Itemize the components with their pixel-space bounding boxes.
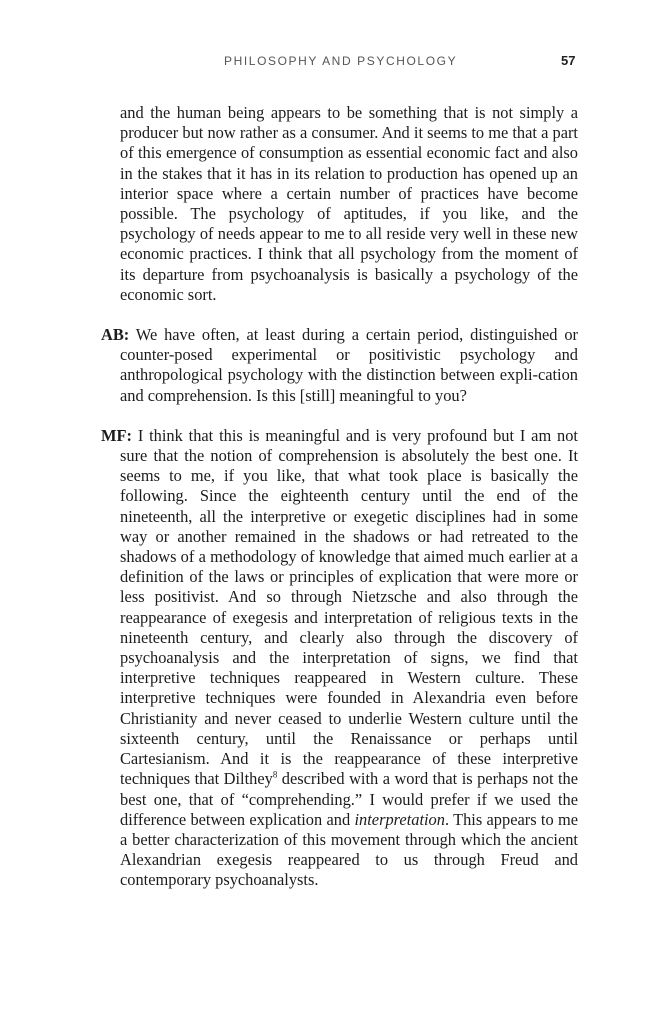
paragraph-mf-answer [101,426,578,891]
speaker-label-ab: AB: [101,325,130,345]
paragraph-ab-question [101,325,578,406]
paragraph-text: and the human being appears to be something that is not simply a producer but now rather as a consumer. And it seems to me that a part of this emergence of consumption as essential economic fact and also in the stakes that it has in its relation to production has opened up an interior space where a certain number of practices have become possible. The psychology of aptitudes, if you like, and the psychology of needs appear to me to all reside very well in these new economic practices. I think that all psychology from the moment of its departure from psychoanalysis is basically a psychology of the economic sort. [120,103,578,304]
speaker-label-mf: MF: [101,425,132,445]
footnote-reference: 8 [272,769,278,780]
paragraph-text: . This appears to me a better characterization of this movement through which the ancient Alexandrian exegesis reappeared to us through Freud and contemporary psychoanalysts. [120,809,578,890]
emphasized-word: interpretation [354,809,445,829]
page-number: 57 [561,53,576,68]
paragraph-text: I think that this is meaningful and is very profound but I am not sure that the notion of comprehension is absolutely the best one. It seems to me, if you like, that what took place is basically the following. Since the eighteenth century until the end of the nineteenth, all the interpretive or exegetic disciplines had in some way or another remained in the shadows or had retreated to the shadows of a methodology of knowledge that aimed much earlier at a definition of the laws or principles of explication that were more or less positivist. And so through Nietzsche and also through the reappearance of exegesis and interpretation of religious texts in the nineteenth century, and clearly also through the discovery of psychoanalysis and the interpretation of signs, we find that interpretive techniques reappeared in Western culture. These interpretive techniques were founded in Alexandria even before Christianity and never ceased to underlie Western culture until the sixteenth century, until the Renaissance or perhaps until Cartesianism. And it is the reappearance of these interpretive techniques that Dilthey [120,425,578,789]
paragraph-continued [101,103,578,305]
paragraph-text: We have often, at least during a certain period, distinguished or counter-posed experimental or positivistic psychology and anthropological psychology with the distinction between expli-cation and comprehension. Is this [still] meaningful to you? [120,325,578,405]
running-head [0,54,650,74]
paragraph-text: described with a word that is perhaps not the best one, that of “comprehending.” I would prefer if we used the difference between explication and [120,769,579,829]
running-title: PHILOSOPHY AND PSYCHOLOGY [224,54,458,68]
body-text [101,103,578,891]
